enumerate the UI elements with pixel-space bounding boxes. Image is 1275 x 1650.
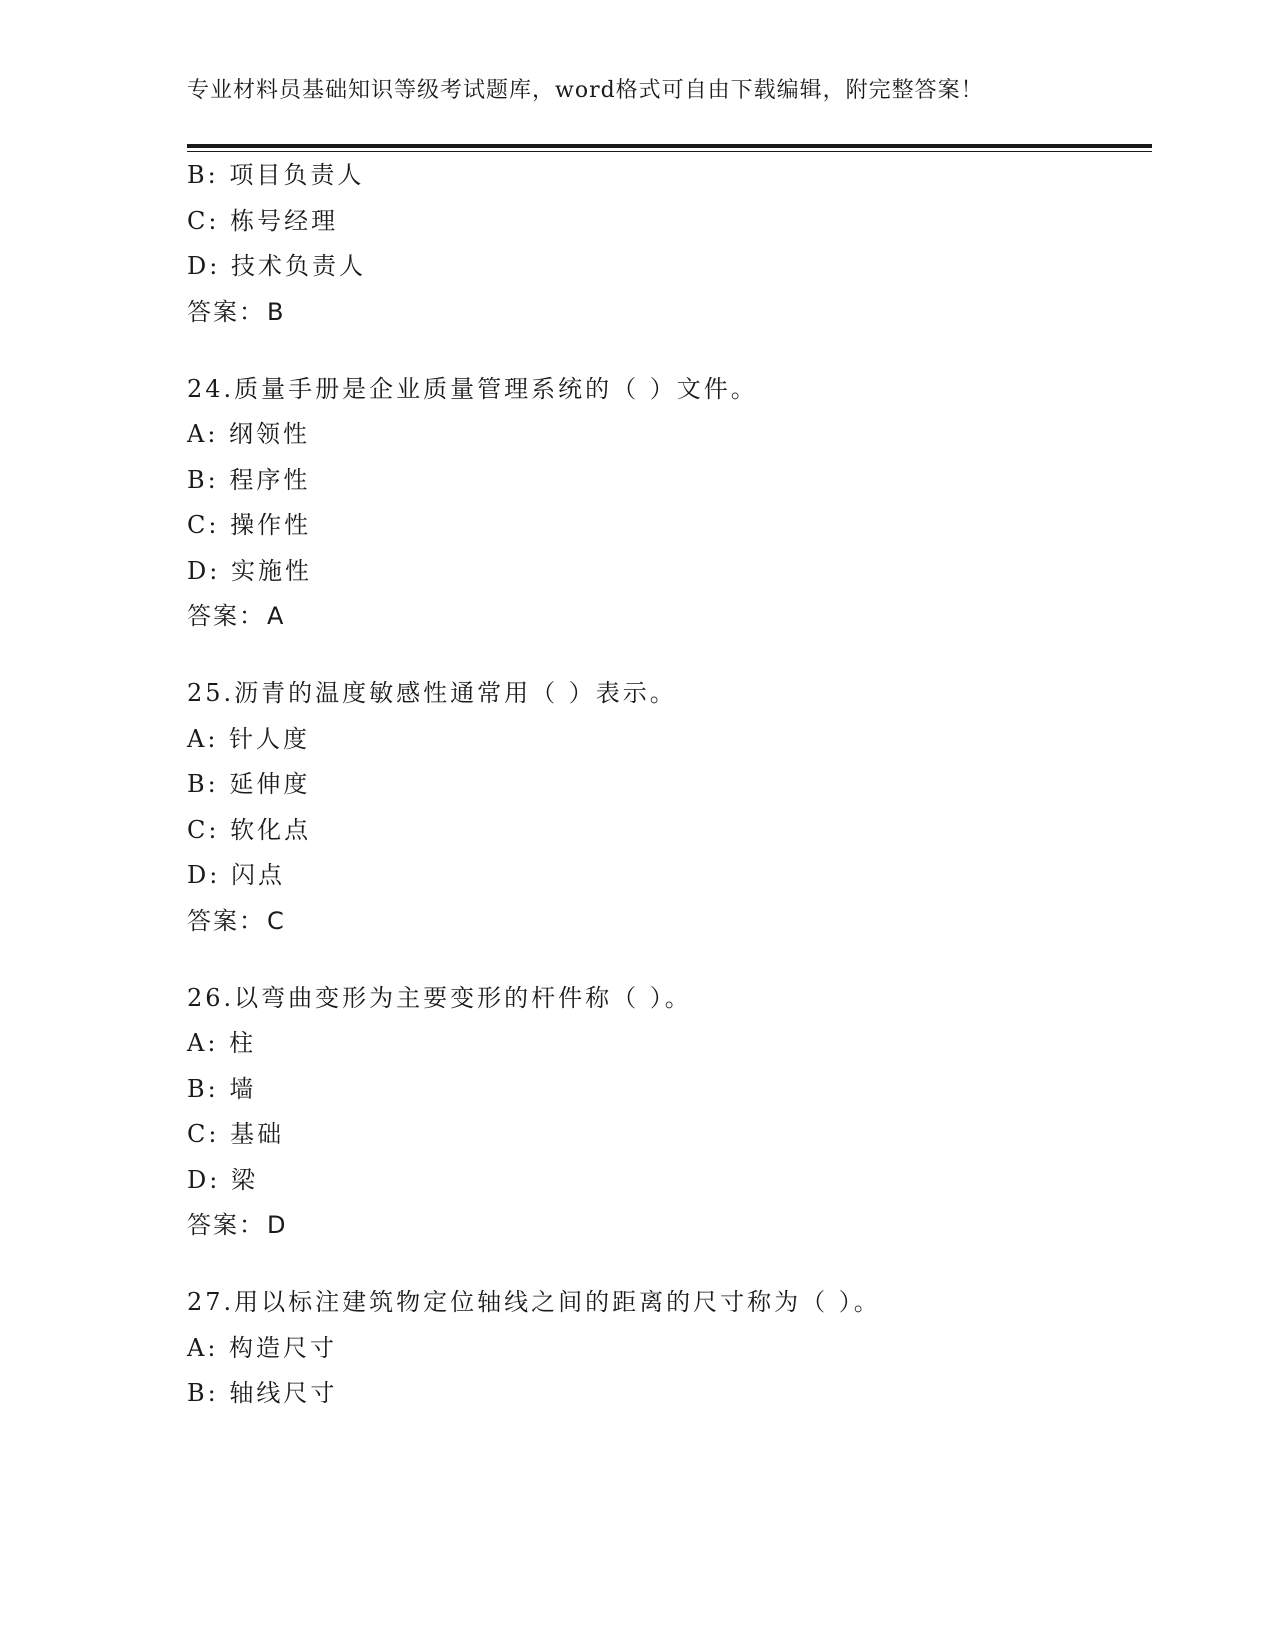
answer-line	[187, 601, 1152, 631]
option-d: D: 梁	[187, 1165, 258, 1194]
question-block	[187, 374, 1152, 632]
question-text: 25.沥青的温度敏感性通常用（ ）表示。	[187, 679, 677, 707]
answer-label: 答案：	[187, 297, 265, 326]
answer-value: B	[267, 297, 284, 326]
option-a: A: 针人度	[187, 724, 311, 753]
option-b: B: 程序性	[187, 465, 311, 494]
answer-line	[187, 906, 1152, 936]
option-a: A: 纲领性	[187, 420, 311, 448]
option-c: C: 软化点	[187, 815, 312, 844]
option-c: C: 基础	[187, 1120, 285, 1148]
answer-value: C	[267, 906, 284, 935]
option-b: B: 轴线尺寸	[187, 1379, 338, 1407]
answer-value: A	[267, 602, 284, 630]
question-block	[187, 678, 1152, 936]
question-text: 26.以弯曲变形为主要变形的杆件称（ ）。	[187, 983, 692, 1012]
option-d: D: 技术负责人	[187, 252, 366, 280]
option-d: D: 闪点	[187, 861, 285, 889]
question-block	[187, 1287, 1152, 1408]
header-divider-thin	[187, 151, 1152, 152]
option-d: D: 实施性	[187, 556, 312, 585]
question-block	[187, 983, 1152, 1241]
answer-value: D	[267, 1211, 286, 1239]
option-b: B: 项目负责人	[187, 161, 365, 189]
question-text: 24.质量手册是企业质量管理系统的（ ）文件。	[187, 374, 758, 403]
answer-label: 答案：	[187, 1211, 265, 1239]
question-text: 27.用以标注建筑物定位轴线之间的距离的尺寸称为（ ）。	[187, 1288, 881, 1316]
answer-line	[187, 297, 1152, 327]
answer-label: 答案：	[187, 602, 265, 630]
option-b: B: 墙	[187, 1074, 257, 1103]
question-list	[187, 160, 1152, 1424]
page-header: 专业材料员基础知识等级考试题库，word格式可自由下载编辑，附完整答案！	[187, 78, 984, 103]
answer-line	[187, 1210, 1152, 1240]
option-c: C: 栋号经理	[187, 206, 339, 235]
answer-label: 答案：	[187, 906, 265, 935]
option-a: A: 柱	[187, 1029, 257, 1057]
option-c: C: 操作性	[187, 511, 312, 539]
header-divider-thick	[187, 144, 1152, 148]
option-a: A: 构造尺寸	[187, 1333, 338, 1362]
option-b: B: 延伸度	[187, 770, 311, 798]
question-block	[187, 160, 1152, 327]
